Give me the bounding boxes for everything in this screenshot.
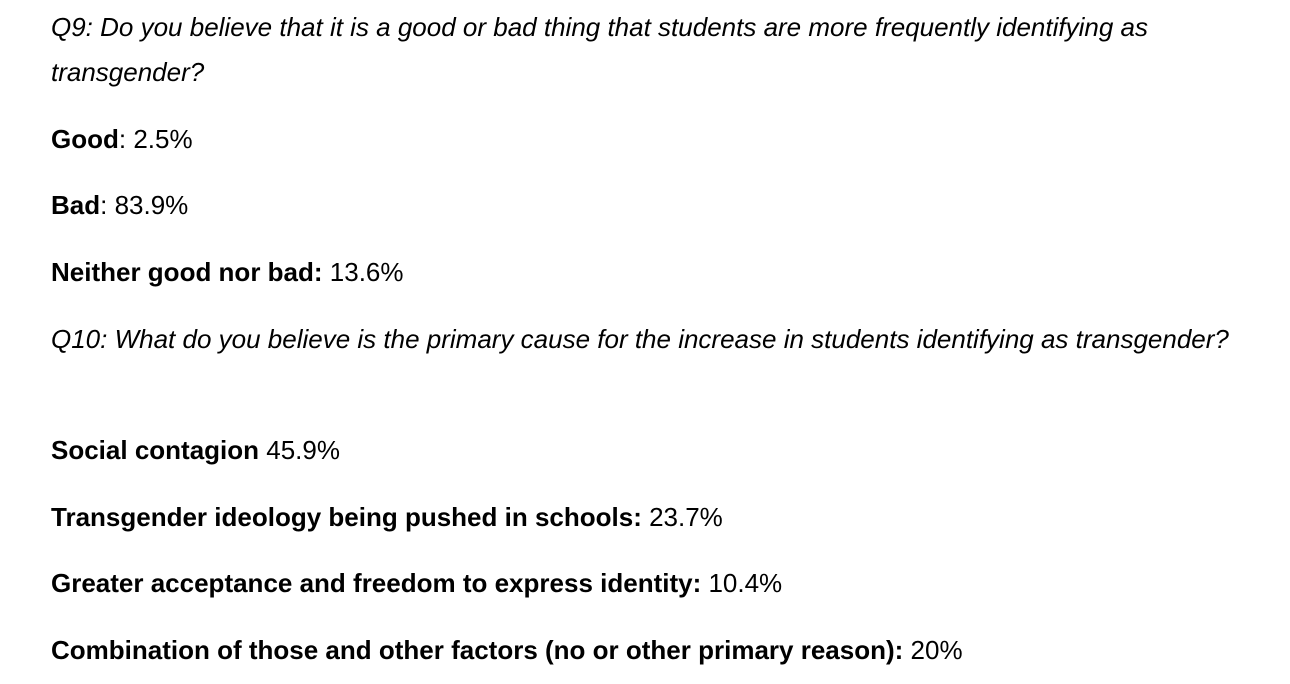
answer-separator: : [118, 124, 127, 154]
question-q9: Q9: Do you believe that it is a good or bad thing that students are more frequently identifying as transgender? [51, 12, 1148, 87]
answer-greater-acceptance [51, 568, 782, 598]
answer-bad [51, 190, 188, 220]
answer-label: Neither good nor bad: [51, 257, 323, 287]
answer-ideology-in-schools [51, 502, 723, 532]
answer-label: Greater acceptance and freedom to express identity: [51, 568, 702, 598]
answer-good [51, 124, 193, 154]
answer-value: 83.9% [107, 190, 189, 220]
answer-label: Social contagion [51, 435, 260, 465]
answer-social-contagion [51, 435, 340, 465]
answer-label: Combination of those and other factors (no or other primary reason): [51, 635, 904, 665]
answer-value: 10.4% [701, 568, 783, 598]
answer-label: Bad [51, 190, 101, 220]
answer-combination [51, 635, 963, 665]
answer-value: 13.6% [322, 257, 404, 287]
answer-value: 2.5% [126, 124, 193, 154]
answer-label: Transgender ideology being pushed in schools: [51, 502, 642, 532]
answer-value: 45.9% [259, 435, 340, 465]
answer-value: 20% [903, 635, 963, 665]
answer-label: Good [51, 124, 119, 154]
question-q10: Q10: What do you believe is the primary cause for the increase in students identifying as transgender? [51, 324, 1229, 354]
answer-separator: : [100, 190, 108, 220]
answer-value: 23.7% [641, 502, 723, 532]
answer-neither [51, 257, 404, 287]
